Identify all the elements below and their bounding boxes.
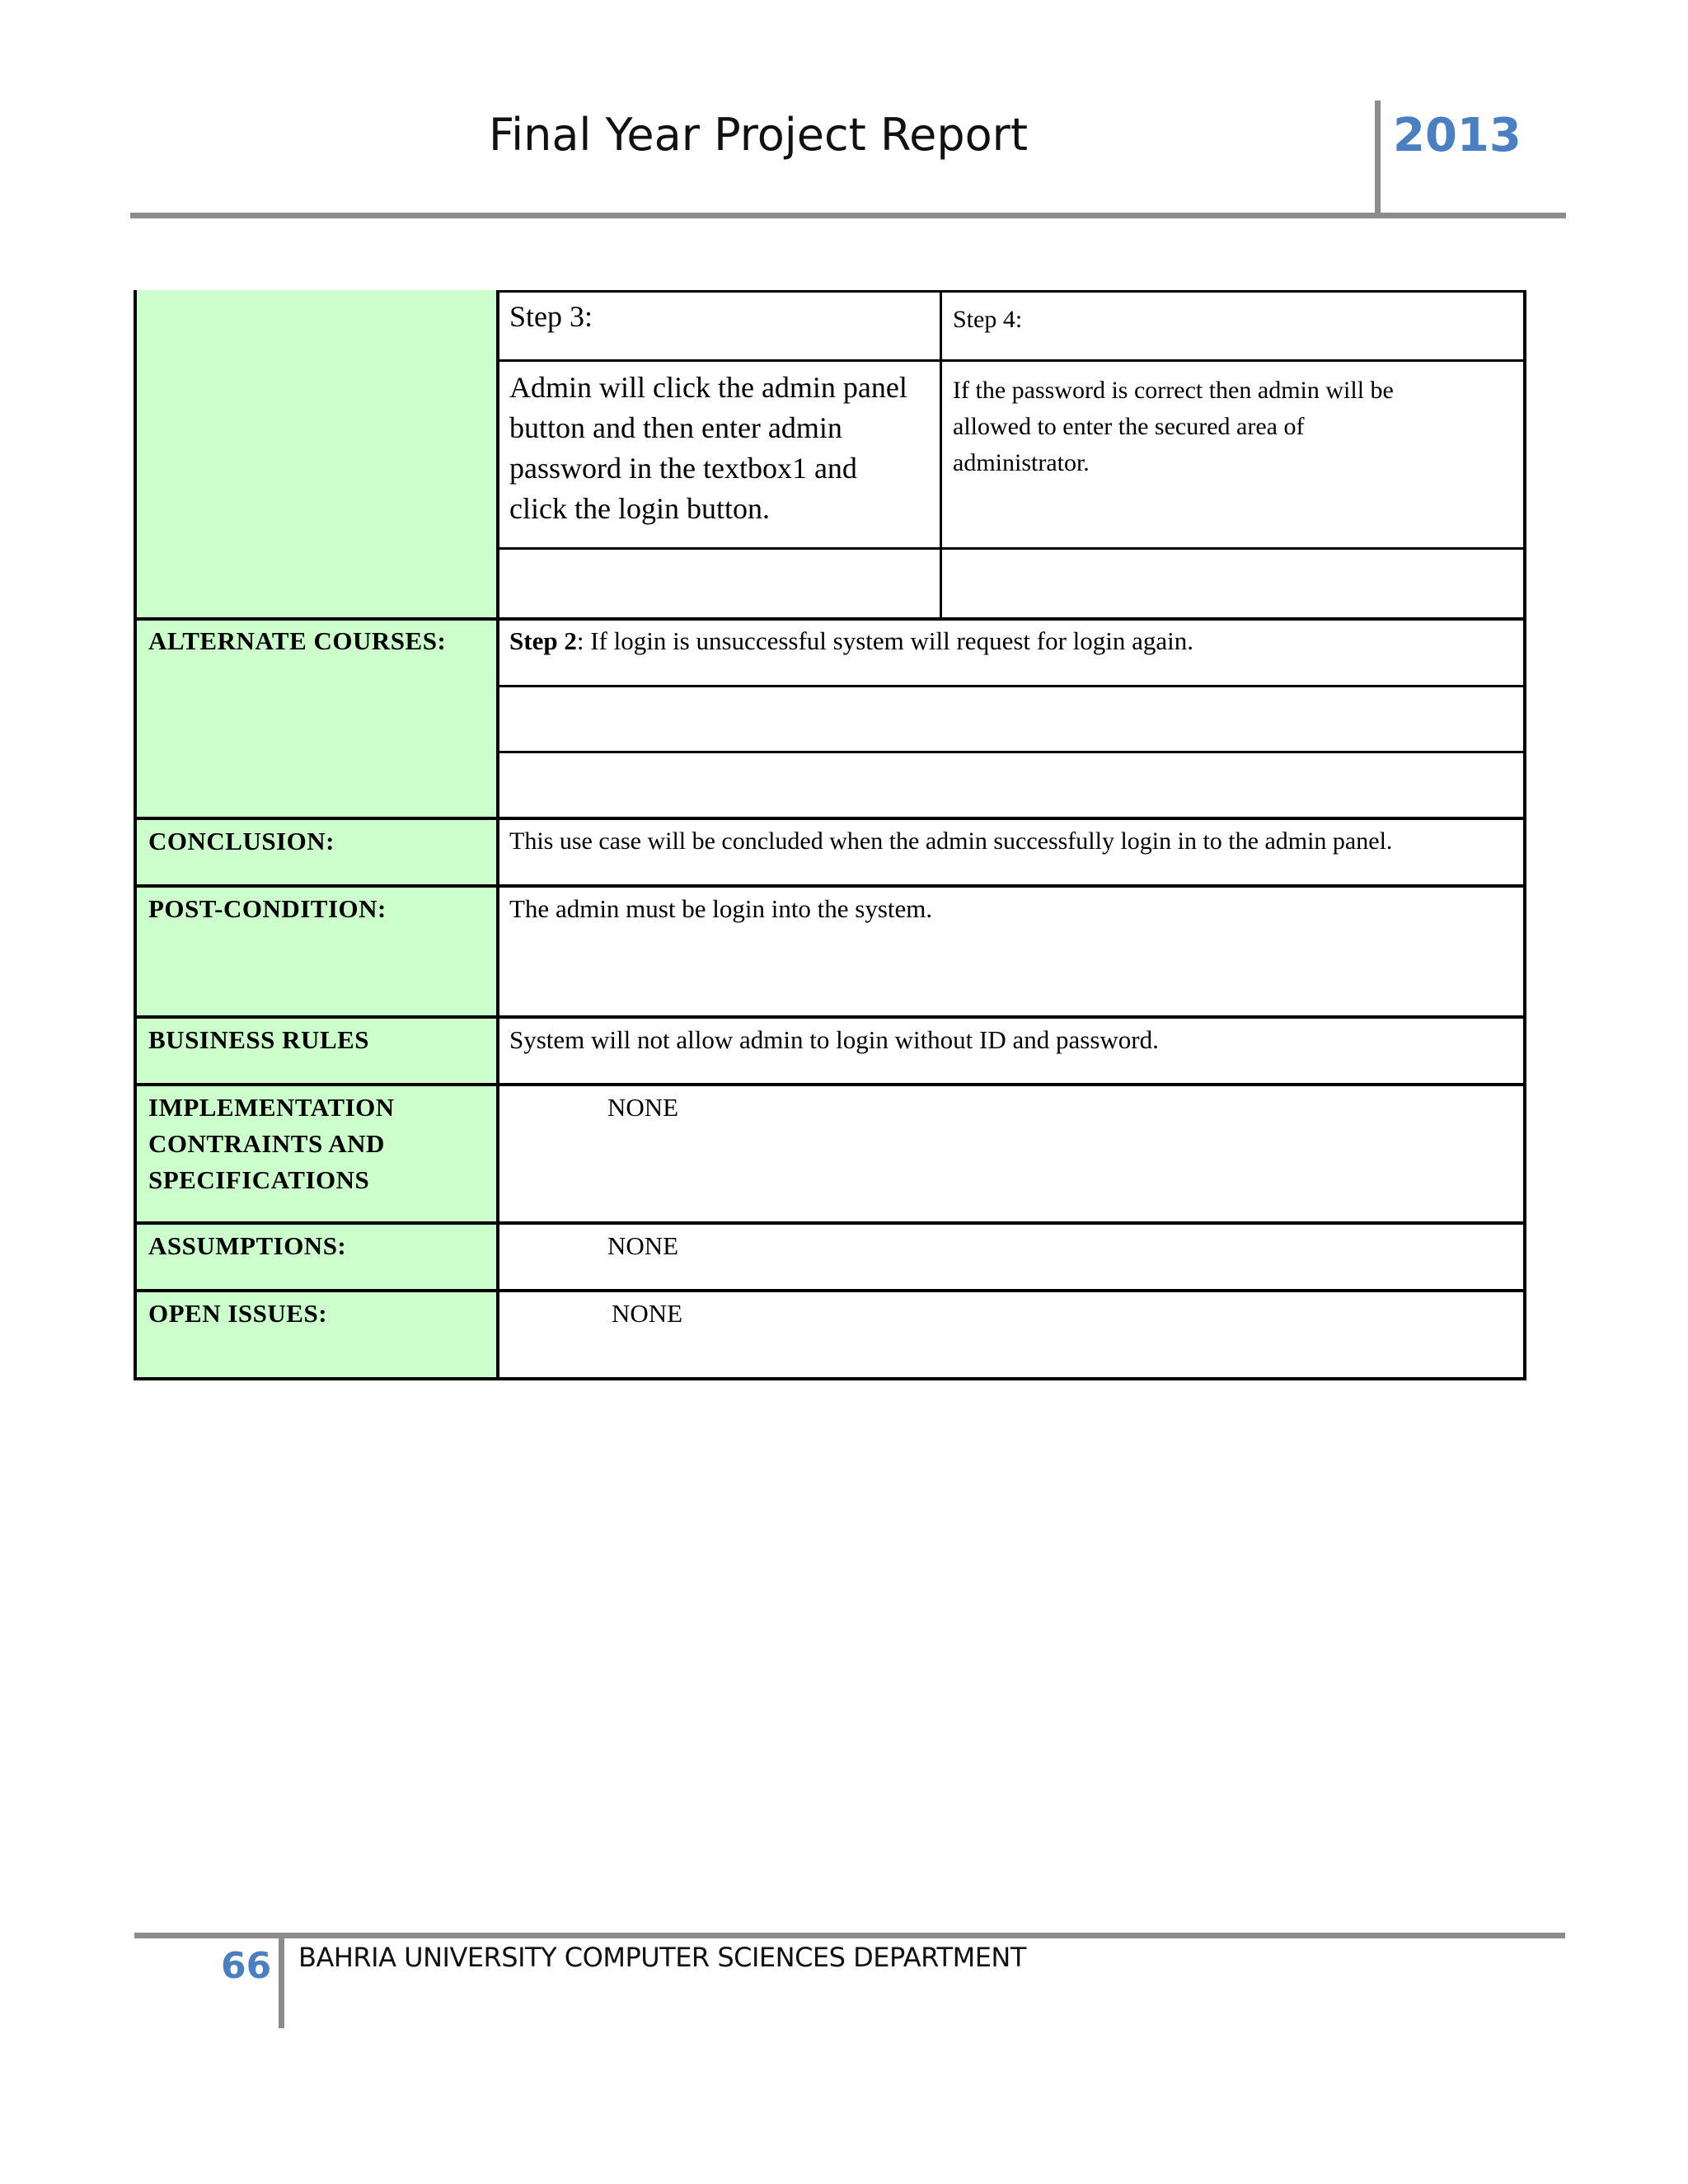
- alternate-step-text: : If login is unsuccessful system will request for login again.: [576, 626, 1194, 655]
- step3-text-line: password in the textbox1 and: [509, 452, 857, 485]
- row-line: [134, 1221, 1526, 1225]
- row-line: [134, 617, 1526, 621]
- step4-text-line: allowed to enter the secured area of: [953, 413, 1305, 440]
- use-case-table: [134, 290, 1526, 1380]
- row-line: [496, 290, 1526, 293]
- step3-text-line: button and then enter admin: [509, 411, 842, 444]
- open-issues-value: NONE: [612, 1299, 683, 1328]
- page-number: 66: [221, 1945, 272, 1987]
- row-line: [134, 1015, 1526, 1019]
- row-line: [134, 884, 1526, 888]
- alternate-step-label: Step 2: [509, 626, 577, 655]
- footer-divider: [279, 1933, 284, 2028]
- row-line: [496, 359, 1526, 362]
- post-condition-value: The admin must be login into the system.: [509, 894, 933, 923]
- step4-text-line: administrator.: [953, 449, 1090, 476]
- report-title: Final Year Project Report: [488, 109, 1029, 161]
- footer-department: BAHRIA UNIVERSITY COMPUTER SCIENCES DEPARTMENT: [298, 1942, 1026, 1973]
- alternate-courses-value: [509, 623, 1193, 659]
- header-divider: [1375, 101, 1381, 216]
- header-rule: [130, 213, 1566, 218]
- implementation-label-line: CONTRAINTS AND: [148, 1129, 385, 1158]
- implementation-value: NONE: [607, 1093, 679, 1122]
- alternate-courses-label: ALTERNATE COURSES:: [148, 626, 447, 655]
- step3-heading: Step 3:: [509, 300, 593, 333]
- conclusion-value: This use case will be concluded when the admin successfully login in to the admin panel.: [509, 827, 1393, 855]
- assumptions-value: NONE: [607, 1231, 679, 1260]
- business-rules-value: System will not allow admin to login without ID and password.: [509, 1025, 1159, 1054]
- implementation-label-line: SPECIFICATIONS: [148, 1165, 370, 1194]
- table-border-bottom: [134, 1377, 1526, 1380]
- table-border-right: [1523, 290, 1526, 1380]
- post-condition-label: POST-CONDITION:: [148, 894, 387, 923]
- implementation-label-line: IMPLEMENTATION: [148, 1093, 395, 1122]
- step3-text-line: click the login button.: [509, 492, 770, 525]
- footer-rule: [134, 1933, 1565, 1938]
- row-line: [496, 751, 1526, 753]
- report-year: 2013: [1393, 109, 1522, 162]
- step3-text-line: Admin will click the admin panel: [509, 371, 907, 404]
- row-line: [134, 817, 1526, 820]
- step-column-divider: [940, 290, 942, 620]
- table-border-left: [134, 290, 137, 1380]
- business-rules-label: BUSINESS RULES: [148, 1025, 370, 1054]
- conclusion-label: CONCLUSION:: [148, 827, 335, 855]
- row-line: [134, 1083, 1526, 1086]
- label-column-divider: [496, 290, 499, 1380]
- row-line: [134, 1289, 1526, 1292]
- open-issues-label: OPEN ISSUES:: [148, 1299, 328, 1328]
- row-line: [496, 547, 1526, 550]
- row-line: [496, 685, 1526, 687]
- step4-heading: Step 4:: [953, 306, 1023, 333]
- step4-text-line: If the password is correct then admin will be: [953, 377, 1394, 404]
- assumptions-label: ASSUMPTIONS:: [148, 1231, 347, 1260]
